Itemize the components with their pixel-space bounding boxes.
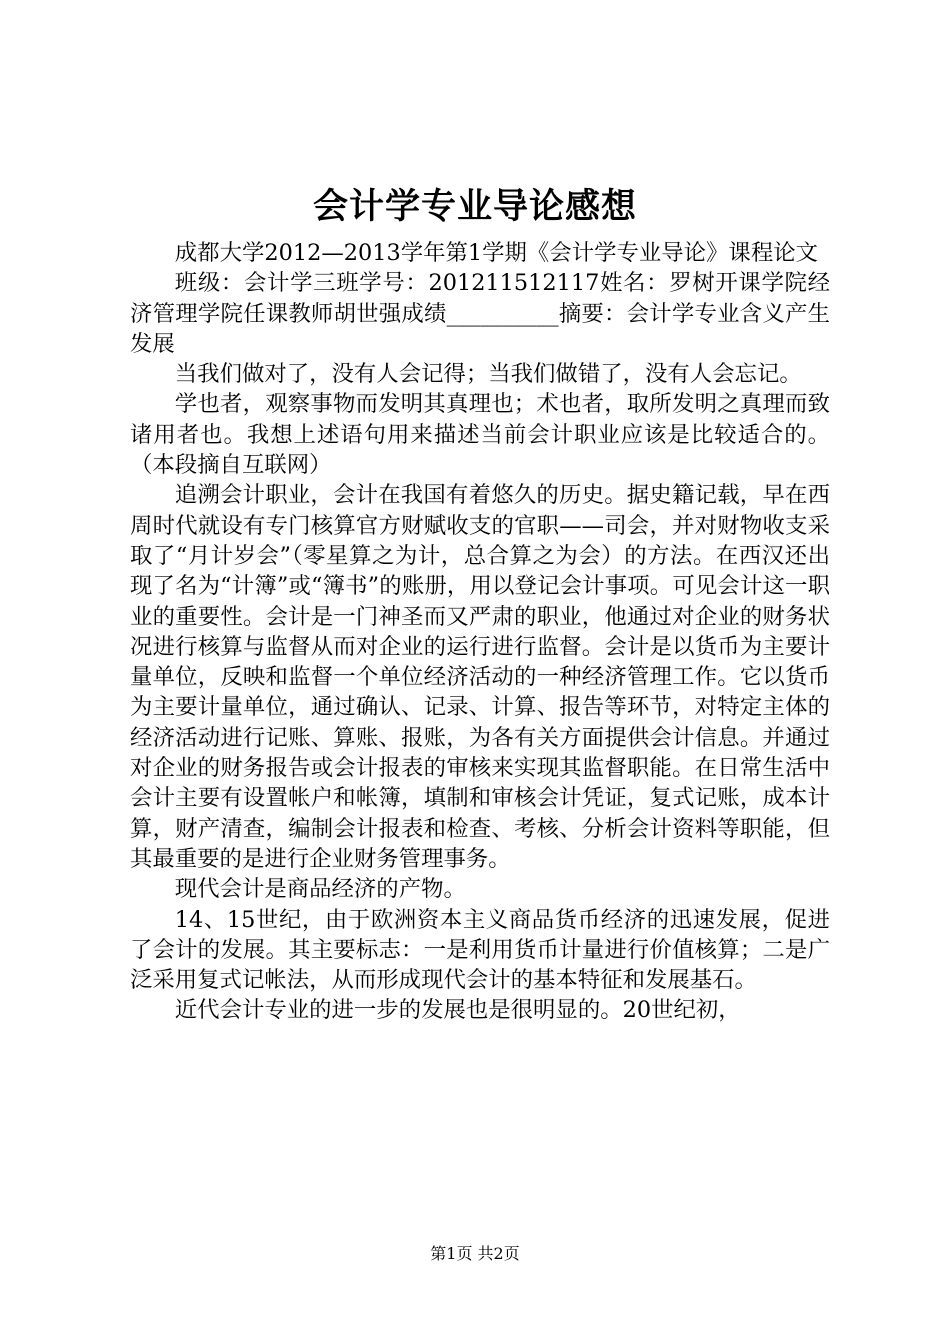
paragraph-definition: 学也者，观察事物而发明其真理也；术也者，取所发明之真理而致诸用者也。我想上述语句用来描述当前会计职业应该是比较适合的。（本段摘自互联网）	[130, 391, 830, 479]
page-footer: 第1页 共2页	[430, 1244, 520, 1263]
paragraph-european-development: 14、15世纪，由于欧洲资本主义商品货币经济的迅速发展，促进了会计的发展。其主要标志：一是利用货币计量进行价值核算；二是广泛采用复式记帐法，从而形成现代会计的基本特征和发展基石。	[130, 906, 830, 994]
document-title: 会计学专业导论感想	[312, 186, 637, 227]
paragraph-history: 追溯会计职业，会计在我国有着悠久的历史。据史籍记载，早在西周时代就设有专门核算官方财赋收支的官职——司会，并对财物收支采取了“月计岁会”（零星算之为计，总合算之为会）的方法。在西汉还出现了名为“计簿”或“簿书”的账册，用以登记会计事项。可见会计这一职业的重要性。会计是一门神圣而又严肃的职业，他通过对企业的财务状况进行核算与监督从而对企业的运行进行监督。会计是以货币为主要计量单位，反映和监督一个单位经济活动的一种经济管理工作。它以货币为主要计量单位，通过确认、记录、计算、报告等环节，对特定主体的经济活动进行记账、算账、报账，为各有关方面提供会计信息。并通过对企业的财务报告或会计报表的审核来实现其监督职能。在日常生活中会计主要有设置帐户和帐簿，填制和审核会计凭证，复式记账，成本计算，财产清查，编制会计报表和检查、考核、分析会计资料等职能，但其最重要的是进行企业财务管理事务。	[130, 482, 830, 872]
document-body	[130, 238, 830, 1026]
paragraph-modern-accounting: 现代会计是商品经济的产物。	[174, 876, 466, 903]
paragraph-student-info: 班级：会计学三班学号：201211512117姓名：罗树开课学院经济管理学院任课教师胡世强成绩__________摘要：会计学专业含义产生发展	[130, 270, 830, 357]
paragraph-recent-development: 近代会计专业的进一步的发展也是很明显的。20世纪初，	[174, 997, 741, 1024]
paragraph-course-info: 成都大学2012—2013学年第1学期《会计学专业导论》课程论文	[174, 240, 818, 266]
paragraph-quote: 当我们做对了，没有人会记得；当我们做错了，没有人会忘记。	[174, 361, 802, 388]
